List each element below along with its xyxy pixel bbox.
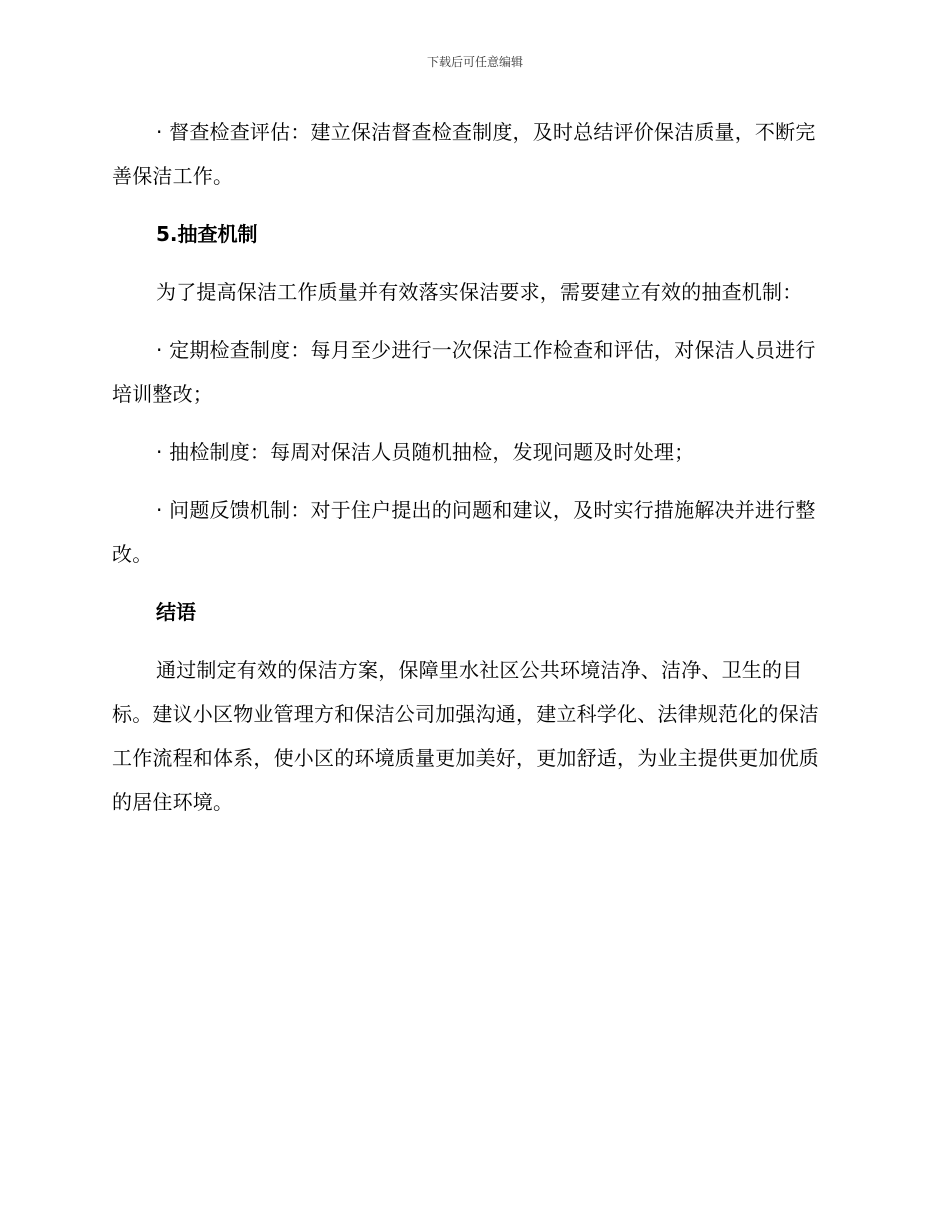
paragraph-supervision-evaluation: · 督查检查评估：建立保洁督查检查制度，及时总结评价保洁质量，不断完善保洁工作。: [112, 120, 816, 188]
paragraph-spot-check-intro: 为了提高保洁工作质量并有效落实保洁要求，需要建立有效的抽查机制：: [156, 280, 803, 304]
section-heading-conclusion: 结语: [156, 600, 196, 624]
paragraph-conclusion: 通过制定有效的保洁方案，保障里水社区公共环境洁净、洁净、卫生的目标。建议小区物业管理方和保洁公司加强沟通，建立科学化、法律规范化的保洁工作流程和体系，使小区的环境质量更加美好，更加舒适，为业主提供更加优质的居住环境。: [112, 658, 819, 814]
document-body: [112, 110, 830, 838]
paragraph-random-check: · 抽检制度：每周对保洁人员随机抽检，发现问题及时处理；: [156, 440, 695, 464]
section-heading-spot-check: 5.抽查机制: [156, 222, 258, 246]
header-note: 下载后可任意编辑: [426, 55, 523, 69]
paragraph-regular-inspection: · 定期检查制度：每月至少进行一次保洁工作检查和评估，对保洁人员进行培训整改；: [112, 338, 816, 406]
paragraph-feedback-mechanism: · 问题反馈机制：对于住户提出的问题和建议，及时实行措施解决并进行整改。: [112, 498, 816, 566]
